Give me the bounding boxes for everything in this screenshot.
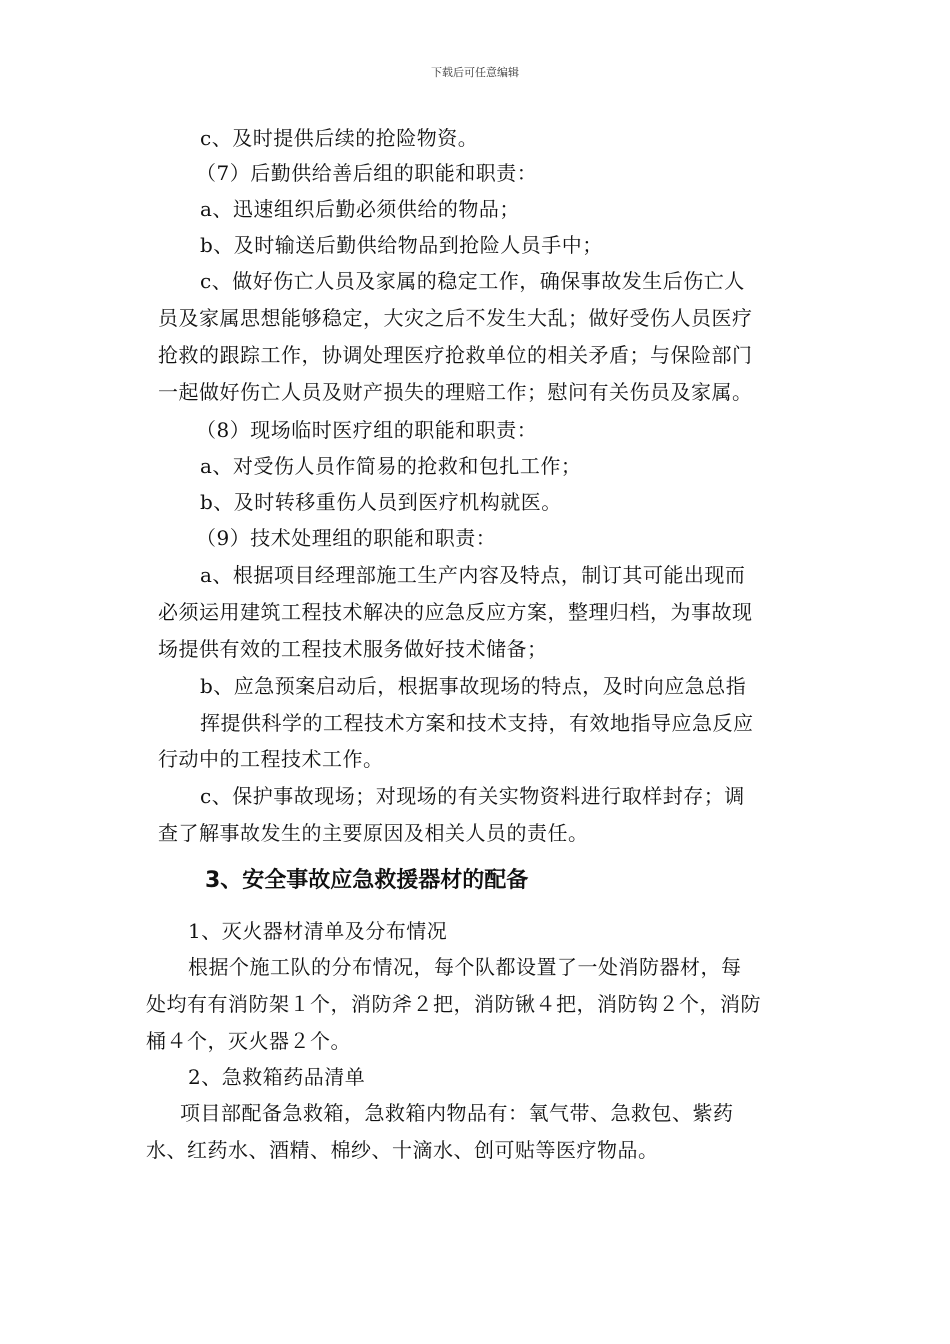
text-line: 2、急救箱药品清单 <box>188 1065 366 1089</box>
text-line: 查了解事故发生的主要原因及相关人员的责任。 <box>158 821 589 845</box>
section-heading: 3、安全事故应急救援器材的配备 <box>205 868 529 893</box>
text-line: 挥提供科学的工程技术方案和技术支持，有效地指导应急反应 <box>200 711 754 735</box>
text-line: （7）后勤供给善后组的职能和职责： <box>196 161 538 185</box>
text-line: 根据个施工队的分布情况，每个队都设置了一处消防器材，每 <box>188 955 742 979</box>
text-line: a、对受伤人员作简易的抢救和包扎工作； <box>200 454 582 478</box>
text-line: 处均有有消防架１个，消防斧２把，消防锹４把，消防钩２个，消防 <box>146 992 761 1016</box>
text-line: 行动中的工程技术工作。 <box>158 747 384 771</box>
text-line: b、及时转移重伤人员到医疗机构就医。 <box>200 490 562 514</box>
text-line: b、应急预案启动后，根据事故现场的特点，及时向应急总指 <box>200 674 747 698</box>
text-line: a、根据项目经理部施工生产内容及特点，制订其可能出现而 <box>200 563 746 587</box>
text-line: 项目部配备急救箱，急救箱内物品有：氧气带、急救包、紫药 <box>180 1101 734 1125</box>
text-line: 抢救的跟踪工作，协调处理医疗抢救单位的相关矛盾；与保险部门 <box>158 343 753 367</box>
text-line: 一起做好伤亡人员及财产损失的理赔工作；慰问有关伤员及家属。 <box>158 380 753 404</box>
text-line: （8）现场临时医疗组的职能和职责： <box>196 418 538 442</box>
text-line: a、迅速组织后勤必须供给的物品； <box>200 197 520 221</box>
text-line: c、做好伤亡人员及家属的稳定工作，确保事故发生后伤亡人 <box>200 269 745 293</box>
text-line: 场提供有效的工程技术服务做好技术储备； <box>158 637 548 661</box>
page-header: 下载后可任意编辑 <box>431 66 519 79</box>
text-line: c、及时提供后续的抢险物资。 <box>200 126 479 150</box>
text-line: 桶４个，灭火器２个。 <box>146 1029 351 1053</box>
text-line: （9）技术处理组的职能和职责： <box>196 526 497 550</box>
text-line: c、保护事故现场；对现场的有关实物资料进行取样封存；调 <box>200 784 745 808</box>
text-line: b、及时输送后勤供给物品到抢险人员手中； <box>200 233 603 257</box>
text-line: 员及家属思想能够稳定，大灾之后不发生大乱；做好受伤人员医疗 <box>158 306 753 330</box>
text-line: 水、红药水、酒精、棉纱、十滴水、创可贴等医疗物品。 <box>146 1138 659 1162</box>
text-line: 1、灭火器材清单及分布情况 <box>188 919 448 943</box>
text-line: 必须运用建筑工程技术解决的应急反应方案，整理归档，为事故现 <box>158 600 753 624</box>
